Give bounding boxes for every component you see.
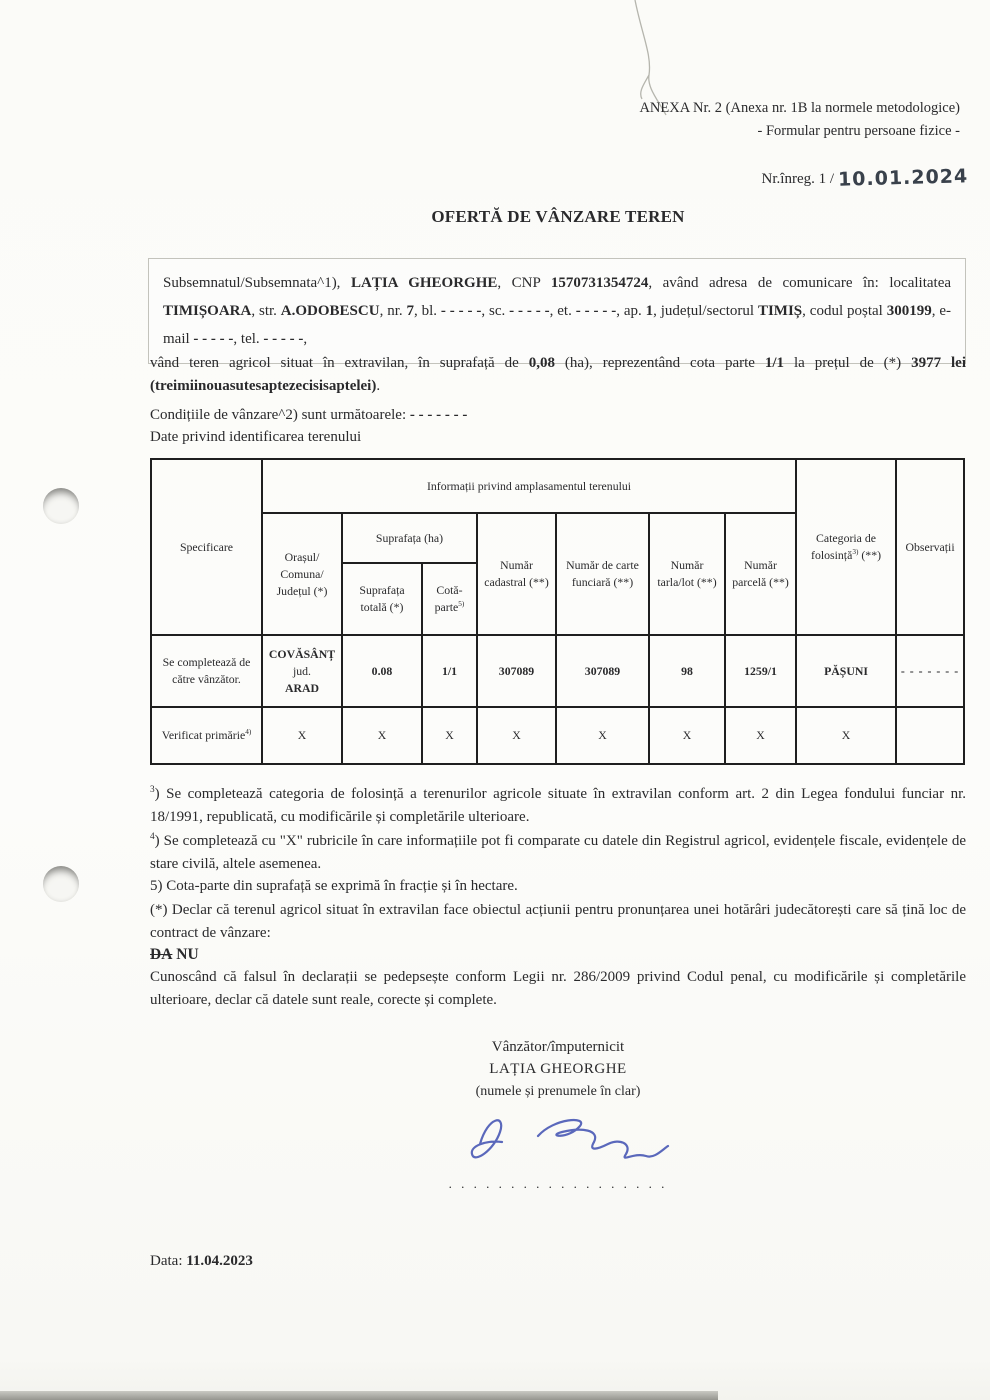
footnote-5: 5) Cota-parte din suprafață se exprimă în fracție și în hectare.: [150, 878, 518, 894]
date-line: Data: 11.04.2023: [150, 1253, 253, 1269]
th-numar-parcela: Număr parcelă (**): [725, 513, 796, 635]
verify-x-suprafata: X: [342, 707, 422, 764]
signature-block: [150, 1036, 966, 1103]
signer-name-note: (numele și prenumele în clar): [475, 1084, 641, 1099]
registration-line: [761, 165, 969, 191]
registration-label: Nr.înreg. 1 /: [761, 171, 835, 187]
da-nu-line: DA NU: [150, 946, 199, 963]
th-numar-carte-funciara: Număr de carte funciară (**): [556, 513, 649, 635]
land-id-heading: Date privind identificarea terenului: [150, 429, 362, 445]
verify-x-cadastral: X: [477, 707, 556, 764]
cell-suprafata-totala: 0.08: [342, 635, 422, 707]
conditions-line: Condițiile de vânzare^2) sunt următoarele: - - - - - - -: [150, 407, 468, 423]
seller-row: [151, 635, 964, 707]
th-suprafata-ha: Suprafața (ha): [342, 513, 477, 563]
th-observatii: Observații: [896, 459, 964, 635]
th-numar-tarla-lot: Număr tarla/lot (**): [649, 513, 725, 635]
th-specificare: Specificare: [151, 459, 262, 635]
cell-categoria-folosinta: PĂȘUNI: [796, 635, 896, 707]
cell-numar-cadastral: 307089: [477, 635, 556, 707]
th-numar-cadastral: Număr cadastral (**): [477, 513, 556, 635]
applicant-box: [148, 258, 966, 364]
th-orasul-comuna-judetul: Orașul/ Comuna/ Județul (*): [262, 513, 342, 635]
cell-observatii: - - - - - - -: [896, 635, 964, 707]
hole-punch-top: [43, 488, 79, 524]
signature-dotted-line: . . . . . . . . . . . . . . . . . .: [448, 1176, 668, 1191]
verify-x-carte: X: [556, 707, 649, 764]
verify-x-parcela: X: [725, 707, 796, 764]
form-type-line: - Formular pentru persoane fizice -: [757, 123, 960, 139]
th-cota-parte: Cotă- parte$^{5)}$: [422, 563, 477, 635]
anexa-note: [639, 97, 960, 143]
footnote-3: $^3$) Se completează categoria de folosință a terenurilor agricole situate în extravilan conform art. 2 din Legea fondului funciar nr. 18/1991, republicată, cu modificările și completările ulterioare.: [150, 785, 966, 825]
hole-punch-bottom: [43, 866, 79, 902]
applicant-paragraph: Subsemnatul/Subsemnata^1), LAȚIA GHEORGHE, CNP 1570731354724, având adresa de comunicare în: localitatea TIMIȘOARA, str. A.ODOBESCU, nr. 7, bl. - - - - -, sc. - - - - -, et. - - - - -, ap. 1, județul/sectorul TIMIȘ, codul poștal 300199, e-mail - - - - -, tel. - - - - -,: [163, 275, 952, 347]
cell-numar-parcela: 1259/1: [725, 635, 796, 707]
penal-declaration: Cunoscând că falsul în declarații se pedepsește conform Legii nr. 286/2009 privind Codul penal, cu modificările și completările ulterioare, declar că datele sunt reale, corecte și complete.: [150, 969, 966, 1008]
cell-numar-tarla: 98: [649, 635, 725, 707]
footnote-star: (*) Declar că terenul agricol situat în extravilan face obiectul acțiunii pentru pronunțarea unei hotărâri judecătorești care să țină loc de contract de vânzare:: [150, 902, 966, 941]
signer-name: LAȚIA GHEORGHE: [489, 1061, 627, 1077]
signer-role: Vânzător/împuternicit: [491, 1039, 625, 1055]
seller-row-label: Se completează de către vânzător.: [151, 635, 262, 707]
footnote-4: $^4$) Se completează cu "X" rubricile în care informațiile pot fi comparate cu datele din Registrul agricol, evidențele fiscale, evidențele de stare civilă, altele asemenea.: [150, 832, 966, 872]
verify-x-oras: X: [262, 707, 342, 764]
verify-x-cota: X: [422, 707, 477, 764]
cell-cota-parte: 1/1: [422, 635, 477, 707]
verify-row-label: Verificat primărie$^{4)}$: [151, 707, 262, 764]
th-categoria-folosinta: Categoria de folosință$^{3)}$ (**): [796, 459, 896, 635]
th-info-amplasament: Informații privind amplasamentul terenului: [262, 459, 796, 513]
verify-x-categoria: X: [796, 707, 896, 764]
signature-path: [472, 1120, 668, 1158]
cell-numar-carte-funciara: 307089: [556, 635, 649, 707]
scan-bottom-edge: [0, 1391, 718, 1400]
document-title: OFERTĂ DE VÂNZARE TEREN: [431, 207, 685, 226]
verify-observatii-empty: [896, 707, 964, 764]
sale-paragraph: vând teren agricol situat în extravilan, în suprafață de 0,08 (ha), reprezentând cota parte 1/1 la prețul de (*) 3977 lei (treimiinouasutesaptezecisisaptelei).: [150, 355, 966, 394]
cell-oras-judet: COVĂSÂNȚ jud. ARAD: [262, 635, 342, 707]
th-suprafata-totala: Suprafața totală (*): [342, 563, 422, 635]
verify-row: [151, 707, 964, 764]
anexa-line: ANEXA Nr. 2 (Anexa nr. 1B la normele metodologice): [639, 100, 960, 116]
land-table: [150, 458, 965, 765]
handwritten-signature: [450, 1102, 690, 1182]
registration-number-handwritten: 10.01.2024: [837, 165, 969, 191]
verify-x-tarla: X: [649, 707, 725, 764]
